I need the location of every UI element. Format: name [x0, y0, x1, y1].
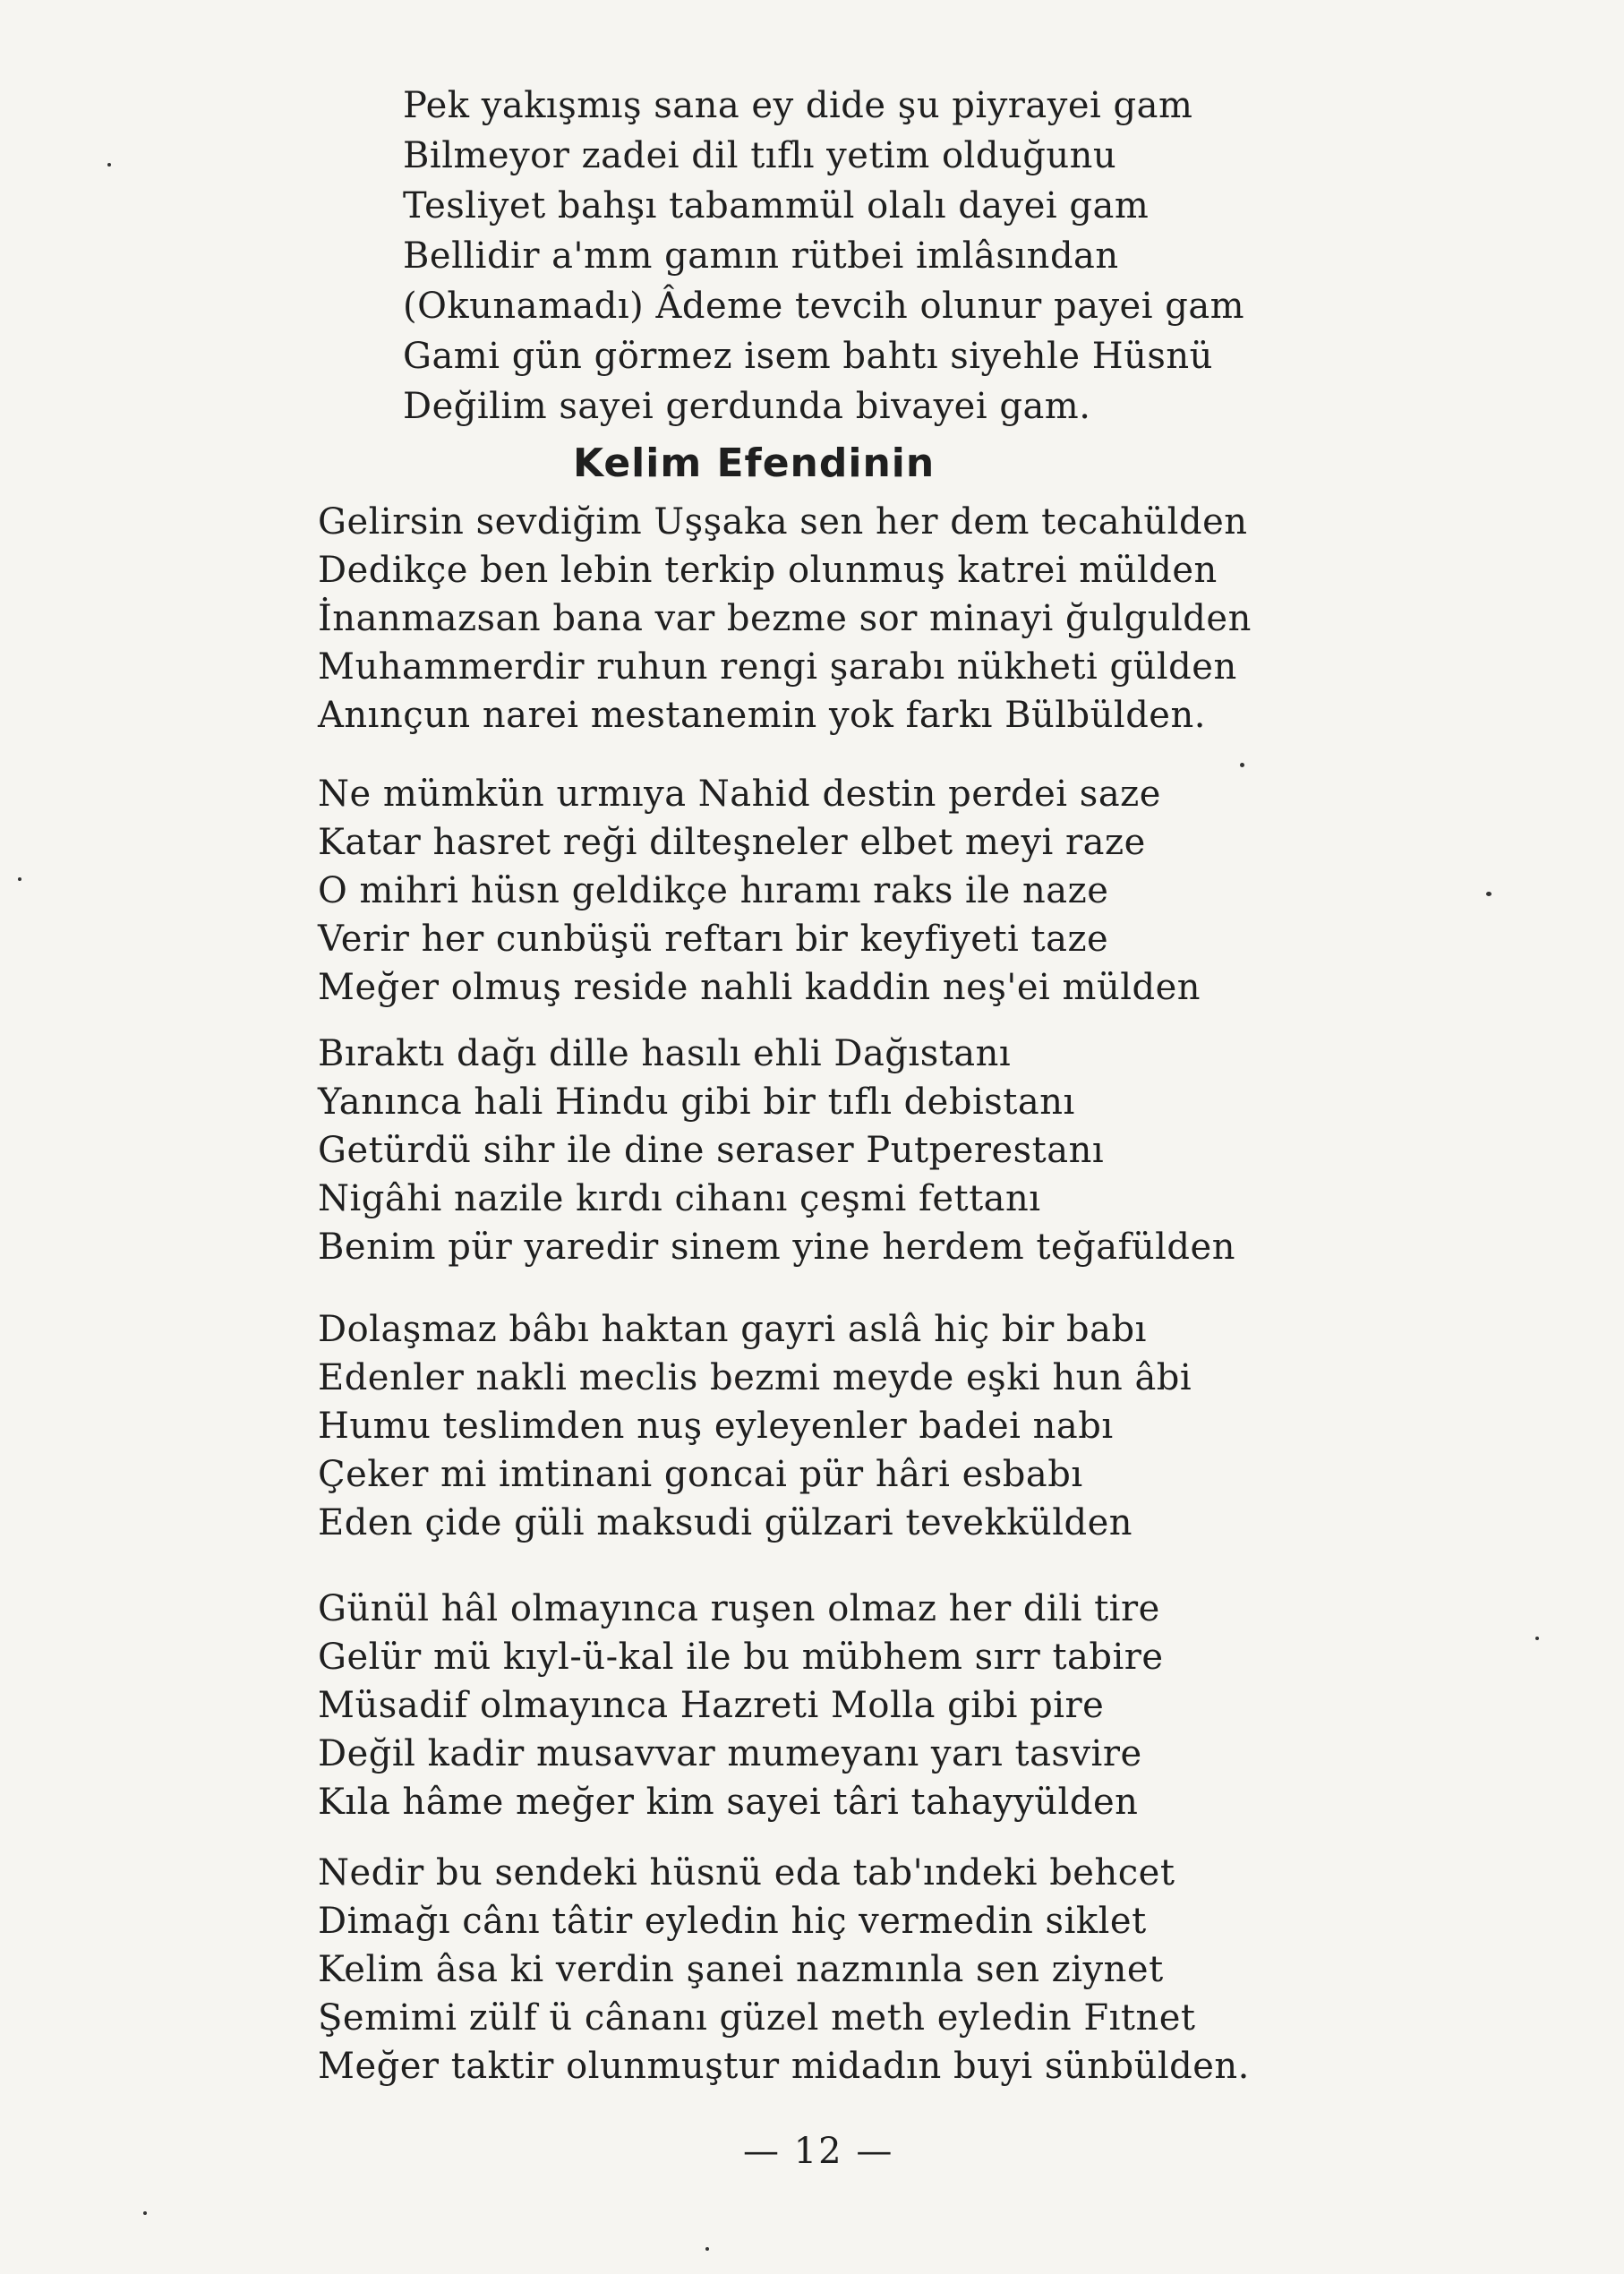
intro-stanza: [403, 81, 1244, 432]
verse-line: Meğer olmuş reside nahli kaddin neş'ei mülden: [318, 967, 1201, 1008]
page-number: — 12 —: [743, 2131, 894, 2172]
scan-speck: [1535, 1637, 1539, 1640]
verse-line: Bellidir a'mm gamın rütbei imlâsından: [403, 235, 1119, 277]
stanza: [318, 1585, 1164, 1826]
stanza: [318, 770, 1201, 1012]
stanza: [318, 1849, 1250, 2090]
section-heading: Kelim Efendinin: [573, 440, 936, 486]
verse-line: Getürdü sihr ile dine seraser Putperestanı: [318, 1130, 1105, 1171]
verse-line: Bıraktı dağı dille hasılı ehli Dağıstanı: [318, 1033, 1012, 1074]
verse-line: Değil kadir musavvar mumeyanı yarı tasvire: [318, 1733, 1142, 1774]
verse-line: Verir her cunbüşü reftarı bir keyfiyeti taze: [318, 919, 1109, 960]
verse-line: Şemimi zülf ü cânanı güzel meth eyledin Fıtnet: [318, 1997, 1196, 2039]
verse-line: Nigâhi nazile kırdı cihanı çeşmi fettanı: [318, 1178, 1041, 1219]
scan-speck: [705, 2247, 709, 2251]
scan-speck: [143, 2211, 147, 2215]
verse-line: Meğer taktir olunmuştur midadın buyi sünbülden.: [318, 2046, 1250, 2087]
verse-line: Günül hâl olmayınca ruşen olmaz her dili tire: [318, 1588, 1160, 1629]
verse-line: İnanmazsan bana var bezme sor minayi ğulgulden: [318, 598, 1252, 639]
verse-line: Nedir bu sendeki hüsnü eda tab'ındeki behcet: [318, 1852, 1175, 1894]
verse-line: Muhammerdir ruhun rengi şarabı nükheti gülden: [318, 646, 1237, 688]
scan-speck: [1486, 892, 1492, 896]
verse-line: Gami gün görmez isem bahtı siyehle Hüsnü: [403, 336, 1213, 377]
scan-speck: [18, 877, 21, 881]
verse-line: Eden çide güli maksudi gülzari tevekkülden: [318, 1502, 1133, 1543]
stanza: [318, 1030, 1235, 1271]
scan-speck: [1240, 763, 1244, 767]
verse-line: Pek yakışmış sana ey dide şu piyrayei gam: [403, 85, 1193, 126]
verse-line: Müsadif olmayınca Hazreti Molla gibi pire: [318, 1685, 1105, 1726]
verse-line: Benim pür yaredir sinem yine herdem teğafülden: [318, 1227, 1235, 1268]
verse-line: Bilmeyor zadei dil tıflı yetim olduğunu: [403, 135, 1117, 176]
verse-line: Katar hasret reği dilteşneler elbet meyi raze: [318, 822, 1146, 863]
verse-line: Dolaşmaz bâbı haktan gayri aslâ hiç bir babı: [318, 1309, 1147, 1350]
verse-line: Gelirsin sevdiğim Uşşaka sen her dem tecahülden: [318, 501, 1248, 543]
verse-line: Kıla hâme meğer kim sayei târi tahayyülden: [318, 1782, 1139, 1823]
verse-line: Tesliyet bahşı tabammül olalı dayei gam: [403, 185, 1150, 227]
verse-line: Gelür mü kıyl-ü-kal ile bu mübhem sırr tabire: [318, 1637, 1164, 1678]
verse-line: (Okunamadı) Âdeme tevcih olunur payei gam: [403, 286, 1245, 327]
verse-line: Anınçun narei mestanemin yok farkı Bülbülden.: [318, 695, 1206, 736]
stanza: [318, 498, 1252, 739]
verse-line: Ne mümkün urmıya Nahid destin perdei saze: [318, 774, 1161, 815]
verse-line: Değilim sayei gerdunda bivayei gam.: [403, 386, 1091, 427]
scan-speck: [107, 163, 111, 167]
verse-line: Yanınca hali Hindu gibi bir tıflı debistanı: [318, 1081, 1075, 1123]
verse-line: Kelim âsa ki verdin şanei nazmınla sen ziynet: [318, 1949, 1164, 1990]
verse-line: O mihri hüsn geldikçe hıramı raks ile naze: [318, 870, 1109, 911]
stanza: [318, 1305, 1192, 1547]
verse-line: Dimağı cânı tâtir eyledin hiç vermedin siklet: [318, 1901, 1147, 1942]
verse-line: Humu teslimden nuş eyleyenler badei nabı: [318, 1406, 1114, 1447]
verse-line: Dedikçe ben lebin terkip olunmuş katrei mülden: [318, 550, 1218, 591]
verse-line: Çeker mi imtinani goncai pür hâri esbabı: [318, 1454, 1083, 1495]
verse-line: Edenler nakli meclis bezmi meyde eşki hun âbi: [318, 1357, 1192, 1398]
